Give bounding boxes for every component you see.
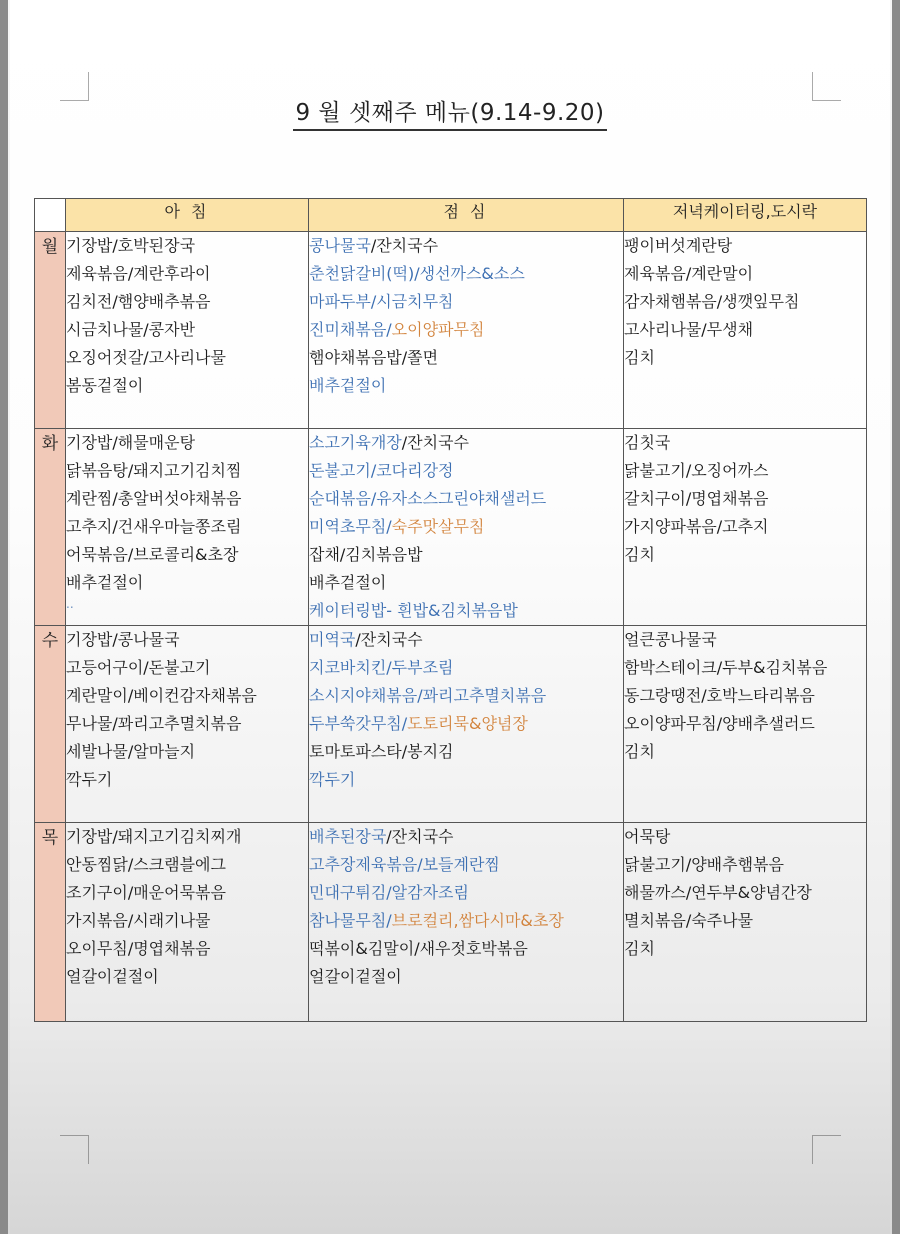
crop-mark-bottom-right (812, 1135, 841, 1164)
lunch-item-main: 두부쑥갓무침/ (309, 714, 408, 733)
lunch-item-main: 춘천닭갈비(떡)/생선까스&소스 (309, 264, 525, 283)
lunch-item-main: 지코바치킨/두부조림 (309, 658, 454, 677)
dinner-item: 고사리나물/무생채 (624, 320, 754, 339)
lunch-item (309, 232, 623, 260)
breakfast-item: 오이무침/명엽채볶음 (66, 939, 211, 958)
lunch-item (309, 457, 623, 485)
breakfast-item: 김치전/햄양배추볶음 (66, 292, 211, 311)
breakfast-item: 기장밥/콩나물국 (66, 630, 180, 649)
breakfast-item: 고등어구이/돈불고기 (66, 658, 211, 677)
lunch-item-main: 고추장제육볶음/보들계란찜 (309, 855, 500, 874)
breakfast-item: 안동찜닭/스크램블에그 (66, 855, 226, 874)
lunch-item-main: 미역초무침/ (309, 517, 392, 536)
breakfast-item: 무나물/꽈리고추멸치볶음 (66, 714, 242, 733)
lunch-header: 점 심 (309, 199, 624, 232)
breakfast-cell (66, 823, 309, 1022)
lunch-cell (309, 626, 624, 823)
dinner-item: 닭불고기/오징어까스 (624, 461, 769, 480)
lunch-item (309, 710, 623, 738)
lunch-item (309, 851, 623, 879)
lunch-item-main: 배추겉절이 (309, 376, 387, 395)
breakfast-item: 기장밥/호박된장국 (66, 236, 196, 255)
lunch-item (309, 597, 623, 625)
lunch-item-side: /잔치국수 (401, 433, 469, 452)
breakfast-item: 세발나물/알마늘지 (66, 742, 196, 761)
breakfast-cell (66, 429, 309, 626)
page-title (0, 94, 900, 127)
breakfast-item: 제육볶음/계란후라이 (66, 264, 211, 283)
dinner-item: 팽이버섯계란탕 (624, 236, 733, 255)
header-row (35, 199, 867, 232)
lunch-item-main: 소고기육개장 (309, 433, 402, 452)
lunch-item (309, 288, 623, 316)
lunch-item-main: 마파두부/시금치무침 (309, 292, 454, 311)
day-row (35, 429, 867, 626)
lunch-item-side: 햄야채볶음밥/쫄면 (309, 348, 439, 367)
lunch-item-side: /잔치국수 (355, 630, 423, 649)
lunch-item-main: 참나물무침/ (309, 911, 392, 930)
lunch-item-main: 깍두기 (309, 770, 356, 789)
dinner-item: 김치 (624, 545, 655, 564)
breakfast-item: 봄동겉절이 (66, 376, 144, 395)
dinner-item: 동그랑땡전/호박느타리볶음 (624, 686, 815, 705)
dinner-item: 제육볶음/계란말이 (624, 264, 754, 283)
day-row (35, 626, 867, 823)
breakfast-header: 아 침 (66, 199, 309, 232)
corner-cell (35, 199, 66, 232)
dinner-header: 저녁케이터링,도시락 (624, 199, 867, 232)
dinner-item: 멸치볶음/숙주나물 (624, 911, 754, 930)
breakfast-item: 시금치나물/콩자반 (66, 320, 196, 339)
lunch-item (309, 485, 623, 513)
lunch-cell (309, 823, 624, 1022)
lunch-item-main: 소시지야채볶음/꽈리고추멸치볶음 (309, 686, 547, 705)
breakfast-item: 조기구이/매운어묵볶음 (66, 883, 226, 902)
day-row (35, 823, 867, 1022)
dinner-cell (624, 232, 867, 429)
dinner-item: 감자채햄볶음/생깻잎무침 (624, 292, 800, 311)
lunch-item-side: 잡채/김치볶음밥 (309, 545, 423, 564)
breakfast-item: 계란말이/베이컨감자채볶음 (66, 686, 257, 705)
crop-mark-bottom-left (60, 1135, 89, 1164)
lunch-item-main: 민대구튀김/알감자조림 (309, 883, 469, 902)
lunch-item (309, 963, 623, 991)
dinner-item: 갈치구이/명엽채볶음 (624, 489, 769, 508)
breakfast-item: 기장밥/해물매운탕 (66, 433, 196, 452)
right-dark-edge (892, 0, 900, 1234)
lunch-item (309, 879, 623, 907)
dinner-cell (624, 823, 867, 1022)
lunch-item (309, 935, 623, 963)
page-title-text: 9 월 셋째주 메뉴(9.14-9.20) (293, 100, 606, 131)
dinner-item: 닭불고기/양배추햄볶음 (624, 855, 784, 874)
lunch-cell (309, 232, 624, 429)
breakfast-item: 깍두기 (66, 770, 113, 789)
dinner-item: 김칫국 (624, 433, 671, 452)
breakfast-item: 기장밥/돼지고기김치찌개 (66, 827, 242, 846)
lunch-item-main: 순대볶음/유자소스그린야채샐러드 (309, 489, 547, 508)
day-label: 목 (35, 823, 66, 1022)
lunch-item-main: 미역국 (309, 630, 356, 649)
day-label: 화 (35, 429, 66, 626)
lunch-item (309, 569, 623, 597)
day-label: 월 (35, 232, 66, 429)
left-dark-edge (0, 0, 8, 1234)
lunch-item (309, 316, 623, 344)
breakfast-item: 얼갈이겉절이 (66, 967, 159, 986)
dinner-item: 오이양파무침/양배추샐러드 (624, 714, 815, 733)
lunch-item (309, 429, 623, 457)
lunch-item-main: 배추된장국 (309, 827, 387, 846)
dinner-item: 김치 (624, 348, 655, 367)
lunch-cell (309, 429, 624, 626)
lunch-item-main: 콩나물국 (309, 236, 371, 255)
dinner-cell (624, 429, 867, 626)
breakfast-item: 배추겉절이 (66, 573, 144, 592)
breakfast-item: 닭볶음탕/돼지고기김치찜 (66, 461, 242, 480)
breakfast-item: 고추지/건새우마늘쫑조림 (66, 517, 242, 536)
lunch-item-side: /잔치국수 (386, 827, 454, 846)
lunch-item (309, 907, 623, 935)
dinner-item: 어묵탕 (624, 827, 671, 846)
breakfast-item: 가지볶음/시래기나물 (66, 911, 211, 930)
breakfast-item: 오징어젓갈/고사리나물 (66, 348, 226, 367)
lunch-item (309, 344, 623, 372)
lunch-item-side: 토마토파스타/봉지김 (309, 742, 454, 761)
lunch-item-side: /잔치국수 (370, 236, 439, 255)
lunch-item (309, 738, 623, 766)
dinner-item: 얼큰콩나물국 (624, 630, 717, 649)
breakfast-cell (66, 626, 309, 823)
dinner-cell (624, 626, 867, 823)
lunch-item (309, 513, 623, 541)
lunch-item-side: 숙주맛살무침 (391, 517, 485, 536)
lunch-item (309, 541, 623, 569)
lunch-item (309, 823, 623, 851)
lunch-item-side: 도토리묵&양념장 (407, 714, 528, 733)
dinner-item: 함박스테이크/두부&김치볶음 (624, 658, 828, 677)
lunch-item (309, 766, 623, 794)
lunch-item-side: 오이양파무침 (391, 320, 485, 339)
lunch-item-side: 배추겉절이 (309, 573, 387, 592)
lunch-item (309, 626, 623, 654)
dinner-item: 가지양파볶음/고추지 (624, 517, 769, 536)
lunch-item (309, 372, 623, 400)
breakfast-extra-mark: .. (66, 597, 74, 611)
lunch-item-side: 얼갈이겉절이 (309, 967, 402, 986)
lunch-item (309, 682, 623, 710)
dinner-item: 김치 (624, 742, 655, 761)
lunch-item-side: 떡볶이&김말이/새우젓호박볶음 (309, 939, 528, 958)
lunch-item (309, 654, 623, 682)
dinner-item: 김치 (624, 939, 655, 958)
breakfast-cell (66, 232, 309, 429)
lunch-item-main: 케이터링밥- 흰밥&김치볶음밥 (309, 601, 518, 620)
lunch-item-side: 브로컬리,쌈다시마&초장 (391, 911, 564, 930)
menu-table (34, 198, 867, 1022)
breakfast-item: 계란찜/총알버섯야채볶음 (66, 489, 242, 508)
lunch-item (309, 260, 623, 288)
lunch-item-main: 돈불고기/코다리강정 (309, 461, 454, 480)
day-label: 수 (35, 626, 66, 823)
lunch-item-main: 진미채볶음/ (309, 320, 392, 339)
breakfast-item: 어묵볶음/브로콜리&초장 (66, 545, 239, 564)
day-row (35, 232, 867, 429)
dinner-item: 해물까스/연두부&양념간장 (624, 883, 812, 902)
